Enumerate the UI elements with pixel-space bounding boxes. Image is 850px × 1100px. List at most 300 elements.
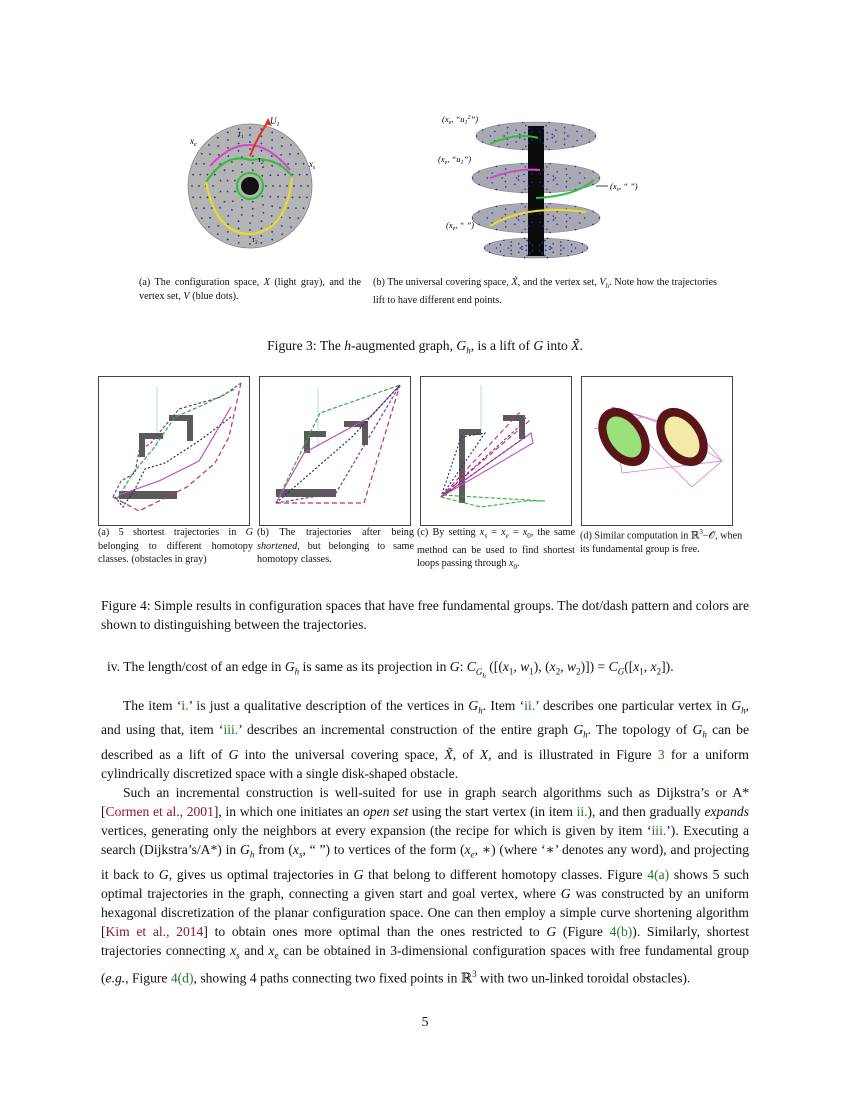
- vertex-dot: [260, 242, 262, 244]
- vertex-dot: [564, 127, 566, 129]
- vertex-dot: [284, 197, 286, 199]
- vertex-dot: [238, 150, 240, 152]
- vertex-dot: [503, 255, 505, 257]
- vertex-dot: [566, 168, 568, 170]
- ref-item-iii-2[interactable]: iii.: [651, 822, 667, 838]
- vertex-dot: [576, 140, 578, 142]
- vertex-dot: [521, 246, 523, 248]
- disk-obstacle: [241, 177, 259, 195]
- vertex-dot: [241, 164, 243, 166]
- vertex-dot: [525, 245, 527, 247]
- vertex-dot: [563, 247, 565, 249]
- vertex-dot: [531, 213, 533, 215]
- vertex-dot: [252, 162, 254, 164]
- vertex-dot: [227, 180, 229, 182]
- vertex-dot: [299, 174, 301, 176]
- vertex-dot: [576, 131, 578, 133]
- vertex-dot: [281, 137, 283, 139]
- vertex-dot: [552, 175, 554, 177]
- vertex-dot: [207, 174, 209, 176]
- vertex-dot: [249, 243, 251, 245]
- vertex-dot: [260, 135, 262, 137]
- vertex-dot: [217, 225, 219, 227]
- figure4a-image: [98, 376, 250, 526]
- vertex-dot: [572, 124, 574, 126]
- vertex-dot: [227, 239, 229, 241]
- vertex-dot: [234, 180, 236, 182]
- vertex-dot: [249, 127, 251, 129]
- vertex-dot: [494, 131, 496, 133]
- vertex-dot: [545, 125, 547, 127]
- vertex-dot: [564, 138, 566, 140]
- vertex-dot: [289, 153, 291, 155]
- vertex-dot: [518, 251, 520, 253]
- vertex-dot: [545, 146, 547, 148]
- vertex-dot: [528, 185, 530, 187]
- vertex-dot: [524, 238, 526, 240]
- vertex-dot: [507, 144, 509, 146]
- vertex-dot: [241, 214, 243, 216]
- ref-item-ii[interactable]: ii.: [524, 697, 536, 713]
- vertex-dot: [234, 191, 236, 193]
- vertex-dot: [579, 212, 581, 214]
- vertex-dot: [584, 177, 586, 179]
- vertex-dot: [203, 207, 205, 209]
- vertex-dot: [546, 188, 548, 190]
- vertex-dot: [271, 215, 273, 217]
- vertex-dot: [208, 144, 210, 146]
- figure4d-caption: (d) Similar computation in ℝ$^3$−𝒪, when its fundamental group is free.: [580, 528, 743, 555]
- vertex-dot: [209, 153, 211, 155]
- vertex-dot: [271, 139, 273, 141]
- vertex-dot: [584, 217, 586, 219]
- page-number: 5: [421, 1014, 429, 1029]
- figure3b-caption: (b) The universal covering space, X̃, and the vertex set, $V_h$. Note how the trajectories lift to have different end points.: [373, 277, 717, 306]
- vertex-dot: [201, 217, 203, 219]
- vertex-dot: [529, 252, 531, 254]
- vertex-dot: [560, 249, 562, 251]
- vertex-dot: [238, 220, 240, 222]
- vertex-dot: [281, 233, 283, 235]
- vertex-dot: [546, 132, 548, 134]
- vertex-dot: [252, 201, 254, 203]
- vertex-dot: [290, 144, 292, 146]
- figure4-caption: Figure 4: Simple results in configuration spaces that have free fundamental groups. The dot/dash pattern and colors are shown to distinguishing between the trajectories.: [101, 598, 749, 632]
- vertex-dot: [528, 225, 530, 227]
- vertex-dot: [277, 174, 279, 176]
- vertex-dot: [552, 179, 554, 181]
- vertex-dot: [514, 183, 516, 185]
- vertex-dot: [543, 185, 545, 187]
- vertex-dot: [549, 232, 551, 234]
- vertex-dot: [514, 211, 516, 213]
- vertex-dot: [525, 250, 527, 252]
- vertex-dot: [539, 182, 541, 184]
- vertex-dot: [532, 250, 534, 252]
- vertex-dot: [521, 203, 523, 205]
- vertex-dot: [549, 163, 551, 165]
- vertex-dot: [587, 247, 589, 249]
- vertex-dot: [498, 146, 500, 148]
- vertex-dot: [566, 221, 568, 223]
- vertex-dot: [280, 154, 282, 156]
- ref-item-i[interactable]: i.: [181, 697, 189, 713]
- vertex-dot: [546, 206, 548, 208]
- vertex-dot: [232, 170, 234, 172]
- vertex-dot: [220, 180, 222, 182]
- figure3a-caption: (a) The configuration space, X (light gray), and the vertex set, V (blue dots).: [139, 277, 361, 302]
- vertex-dot: [551, 247, 553, 249]
- vertex-dot: [199, 196, 201, 198]
- vertex-dot: [269, 196, 271, 198]
- vertex-dot: [261, 195, 263, 197]
- vertex-dot: [227, 139, 229, 141]
- vertex-dot: [539, 173, 541, 175]
- vertex-dot: [539, 131, 541, 133]
- vertex-dot: [539, 213, 541, 215]
- vertex-dot: [524, 206, 526, 208]
- vertex-dot: [555, 129, 557, 131]
- vertex-dot: [503, 239, 505, 241]
- vertex-dot: [564, 144, 566, 146]
- vertex-dot: [297, 153, 299, 155]
- vertex-dot: [271, 165, 273, 167]
- svg-text:U1: $U_1$: [270, 116, 280, 128]
- svg-text:(xe, “u12”): ($x_e$, “$u_1^2$”): [442, 114, 479, 126]
- figure4d-image: [581, 376, 733, 526]
- vertex-dot: [542, 128, 544, 130]
- vertex-dot: [544, 240, 546, 242]
- vertex-dot: [507, 127, 509, 129]
- vertex-dot: [543, 169, 545, 171]
- vertex-dot: [306, 174, 308, 176]
- vertex-dot: [529, 242, 531, 244]
- vertex-dot: [207, 196, 209, 198]
- vertex-dot: [232, 200, 234, 202]
- vertex-dot: [518, 243, 520, 245]
- vertex-dot: [531, 139, 533, 141]
- vertex-dot: [505, 214, 507, 216]
- vertex-dot: [549, 192, 551, 194]
- vertex-dot: [566, 174, 568, 176]
- vertex-dot: [592, 211, 594, 213]
- vertex-dot: [545, 250, 547, 252]
- ref-figure-4d[interactable]: 4(d): [170, 970, 194, 986]
- vertex-dot: [579, 182, 581, 184]
- vertex-dot: [227, 191, 229, 193]
- paragraph-1: The item ‘i.’ is just a qualitative description of the vertices in $G_h$. Item ‘ii.’ describes one particular vertex in $G_h$, and using that, item ‘iii.’ describes an incremental construction of the entire graph $G_h$. The topology of $G_h$ can be described as a lift of G into the universal covering space, X̃, of X, and is illustrated in Figure 3 for a uniform cylindrically discretized space with a single disk-shaped obstacle.: [101, 697, 750, 781]
- vertex-dot: [549, 203, 551, 205]
- vertex-dot: [271, 155, 273, 157]
- vertex-dot: [241, 207, 243, 209]
- vertex-dot: [489, 243, 491, 245]
- vertex-dot: [472, 177, 474, 179]
- vertex-dot: [592, 184, 594, 186]
- vertex-dot: [286, 185, 288, 187]
- vertex-dot: [290, 226, 292, 228]
- vertex-dot: [249, 236, 251, 238]
- vertex-dot: [496, 189, 498, 191]
- vertex-dot: [281, 225, 283, 227]
- vertex-dot: [192, 174, 194, 176]
- vertex-dot: [547, 181, 549, 183]
- figure3-caption: Figure 3: The h-augmented graph, $G_h$, is a lift of G into X̃.: [267, 338, 583, 356]
- vertex-dot: [541, 252, 543, 254]
- vertex-dot: [589, 141, 591, 143]
- vertex-dot: [487, 217, 489, 219]
- vertex-dot: [491, 172, 493, 174]
- vertex-dot: [539, 244, 541, 246]
- vertex-dot: [546, 138, 548, 140]
- vertex-dot: [518, 215, 520, 217]
- vertex-dot: [496, 206, 498, 208]
- vertex-dot: [524, 166, 526, 168]
- svg-text:(xe, “ ”): ($x_e$, “ ”): [446, 220, 474, 232]
- vertex-dot: [500, 250, 502, 252]
- obstacles: [119, 415, 193, 499]
- vertex-dot: [252, 208, 254, 210]
- vertex-dot: [547, 257, 549, 259]
- vertex-dot: [241, 199, 243, 201]
- vertex-dot: [581, 135, 583, 137]
- vertex-dot: [272, 185, 274, 187]
- vertex-dot: [556, 211, 558, 213]
- vertex-dot: [260, 235, 262, 237]
- vertex-dot: [224, 169, 226, 171]
- vertex-dot: [575, 166, 577, 168]
- vertex-dot: [549, 246, 551, 248]
- vertex-dot: [217, 137, 219, 139]
- vertex-dot: [524, 257, 526, 259]
- vertex-dot: [224, 201, 226, 203]
- vertex-dot: [261, 220, 263, 222]
- vertex-dot: [518, 219, 520, 221]
- vertex-dot: [595, 135, 597, 137]
- ref-figure-3[interactable]: 3: [657, 746, 665, 762]
- ref-item-iii[interactable]: iii.: [223, 722, 239, 738]
- vertex-dot: [262, 212, 264, 214]
- vertex-dot: [490, 135, 492, 137]
- vertex-dot: [556, 171, 558, 173]
- vertex-dot: [505, 208, 507, 210]
- vertex-dot: [249, 222, 251, 224]
- vertex-dot: [505, 186, 507, 188]
- vertex-dot: [520, 247, 522, 249]
- vertex-dot: [295, 207, 297, 209]
- vertex-dot: [521, 249, 523, 251]
- vertex-dot: [209, 217, 211, 219]
- vertex-dot: [227, 215, 229, 217]
- vertex-dot: [552, 251, 554, 253]
- vertex-dot: [505, 226, 507, 228]
- svg-text:(xs, “ ”): ($x_s$, “ ”): [610, 181, 638, 193]
- vertex-dot: [269, 174, 271, 176]
- vertex-dot: [515, 129, 517, 131]
- vertex-dot: [515, 141, 517, 143]
- vertex-dot: [505, 221, 507, 223]
- vertex-dot: [238, 242, 240, 244]
- vertex-dot: [279, 207, 281, 209]
- vertex-dot: [556, 183, 558, 185]
- vertex-dot: [560, 253, 562, 255]
- vertex-dot: [217, 145, 219, 147]
- figure4a-caption: (a) 5 shortest trajectories in G belonging to different homotopy classes. (obstacles in gray): [98, 527, 253, 565]
- vertex-dot: [566, 214, 568, 216]
- vertex-dot: [526, 240, 528, 242]
- vertex-dot: [575, 247, 577, 249]
- vertex-dot: [510, 245, 512, 247]
- vertex-dot: [516, 217, 518, 219]
- cite-kim[interactable]: Kim et al., 2014: [105, 923, 204, 939]
- vertex-dot: [295, 163, 297, 165]
- vertex-dot: [531, 131, 533, 133]
- vertex-dot: [551, 133, 553, 135]
- vertex-dot: [579, 222, 581, 224]
- vertex-dot: [482, 141, 484, 143]
- vertex-dot: [199, 174, 201, 176]
- vertex-dot: [484, 247, 486, 249]
- vertex-dot: [227, 132, 229, 134]
- vertex-dot: [208, 226, 210, 228]
- vertex-dot: [214, 197, 216, 199]
- vertex-dot: [489, 251, 491, 253]
- vertex-dot: [503, 135, 505, 137]
- vertex-dot: [525, 146, 527, 148]
- vertex-dot: [307, 185, 309, 187]
- figure4c-caption: (c) By setting $x_s = x_e = x_0$, the same method can be used to find shortest loops passing through $x_0$.: [417, 527, 575, 572]
- vertex-dot: [491, 212, 493, 214]
- figure4b-image: [259, 376, 411, 526]
- vertex-dot: [525, 125, 527, 127]
- vertex-dot: [524, 132, 526, 134]
- vertex-dot: [528, 142, 530, 144]
- vertex-dot: [548, 149, 550, 151]
- vertex-dot: [241, 171, 243, 173]
- vertex-dot: [528, 128, 530, 130]
- vertex-dot: [524, 228, 526, 230]
- vertex-dot: [579, 172, 581, 174]
- ref-figure-4b[interactable]: 4(b): [609, 923, 633, 939]
- vertex-dot: [569, 217, 571, 219]
- vertex-dot: [252, 215, 254, 217]
- vertex-dot: [496, 166, 498, 168]
- vertex-dot: [196, 207, 198, 209]
- vertex-dot: [523, 221, 525, 223]
- vertex-dot: [564, 132, 566, 134]
- vertex-dot: [521, 163, 523, 165]
- vertex-dot: [297, 217, 299, 219]
- vertex-dot: [592, 171, 594, 173]
- vertex-dot: [227, 223, 229, 225]
- vertex-dot: [261, 150, 263, 152]
- vertex-dot: [211, 207, 213, 209]
- figure3a-image: [186, 112, 322, 257]
- vertex-dot: [539, 139, 541, 141]
- vertex-dot: [501, 177, 503, 179]
- vertex-dot: [217, 233, 219, 235]
- svg-text:τ3: $\tau_3$: [252, 235, 258, 246]
- vertex-dot: [589, 129, 591, 131]
- vertex-dot: [516, 177, 518, 179]
- vertex-dot: [227, 147, 229, 149]
- vertex-dot: [505, 168, 507, 170]
- item-iv: iv. The length/cost of an edge in $G_h$ is same as its projection in G: $C_{G_h}$ ([($x_1$, $w_1$), ($x_2$, $w_2)]) = C_G([x_1$, $x_2$]).: [107, 659, 674, 680]
- vertex-dot: [541, 242, 543, 244]
- vertex-dot: [582, 251, 584, 253]
- vertex-dot: [571, 244, 573, 246]
- vertex-dot: [546, 166, 548, 168]
- vertex-dot: [518, 175, 520, 177]
- vertex-dot: [238, 143, 240, 145]
- vertex-dot: [271, 239, 273, 241]
- vertex-dot: [569, 177, 571, 179]
- vertex-dot: [551, 137, 553, 139]
- svg-text:xe: $x_e$: [190, 136, 197, 148]
- svg-text:(xe, “u1”): ($x_e$, “$u_1$”): [438, 154, 472, 166]
- vertex-dot: [487, 177, 489, 179]
- vertex-dot: [543, 225, 545, 227]
- vertex-dot: [265, 185, 267, 187]
- ref-item-ii-2[interactable]: ii.: [576, 803, 588, 819]
- vertex-dot: [566, 226, 568, 228]
- vertex-dot: [238, 235, 240, 237]
- vertex-dot: [575, 229, 577, 231]
- ref-figure-4a[interactable]: 4(a): [647, 866, 670, 882]
- vertex-dot: [203, 163, 205, 165]
- figure4b-caption: (b) The trajectories after being shortened, but belonging to same homotopy classes.: [257, 527, 414, 565]
- vertex-dot: [472, 217, 474, 219]
- vertex-dot: [252, 155, 254, 157]
- vertex-dot: [546, 228, 548, 230]
- vertex-dot: [491, 182, 493, 184]
- vertex-dot: [277, 196, 279, 198]
- vertex-dot: [521, 232, 523, 234]
- vertex-dot: [552, 219, 554, 221]
- vertex-dot: [599, 177, 601, 179]
- vertex-dot: [262, 166, 264, 168]
- vertex-dot: [554, 217, 556, 219]
- vertex-dot: [571, 250, 573, 252]
- vertex-dot: [542, 142, 544, 144]
- vertex-dot: [531, 173, 533, 175]
- vertex-dot: [287, 163, 289, 165]
- vertex-dot: [191, 185, 193, 187]
- vertex-dot: [219, 207, 221, 209]
- vertex-dot: [478, 224, 480, 226]
- vertex-dot: [201, 153, 203, 155]
- vertex-dot: [560, 241, 562, 243]
- vertex-dot: [249, 229, 251, 231]
- vertex-dot: [498, 124, 500, 126]
- vertex-dot: [553, 135, 555, 137]
- vertex-dot: [522, 122, 524, 124]
- vertex-dot: [523, 181, 525, 183]
- vertex-dot: [271, 205, 273, 207]
- vertex-dot: [260, 143, 262, 145]
- vertex-dot: [567, 135, 569, 137]
- vertex-dot: [532, 244, 534, 246]
- vertex-dot: [261, 175, 263, 177]
- vertex-dot: [227, 231, 229, 233]
- vertex-dot: [592, 224, 594, 226]
- vertex-dot: [507, 132, 509, 134]
- vertex-dot: [482, 129, 484, 131]
- vertex-dot: [539, 222, 541, 224]
- vertex-dot: [231, 161, 233, 163]
- cite-cormen[interactable]: Cormen et al., 2001: [105, 803, 214, 819]
- vertex-dot: [566, 181, 568, 183]
- vertex-dot: [299, 196, 301, 198]
